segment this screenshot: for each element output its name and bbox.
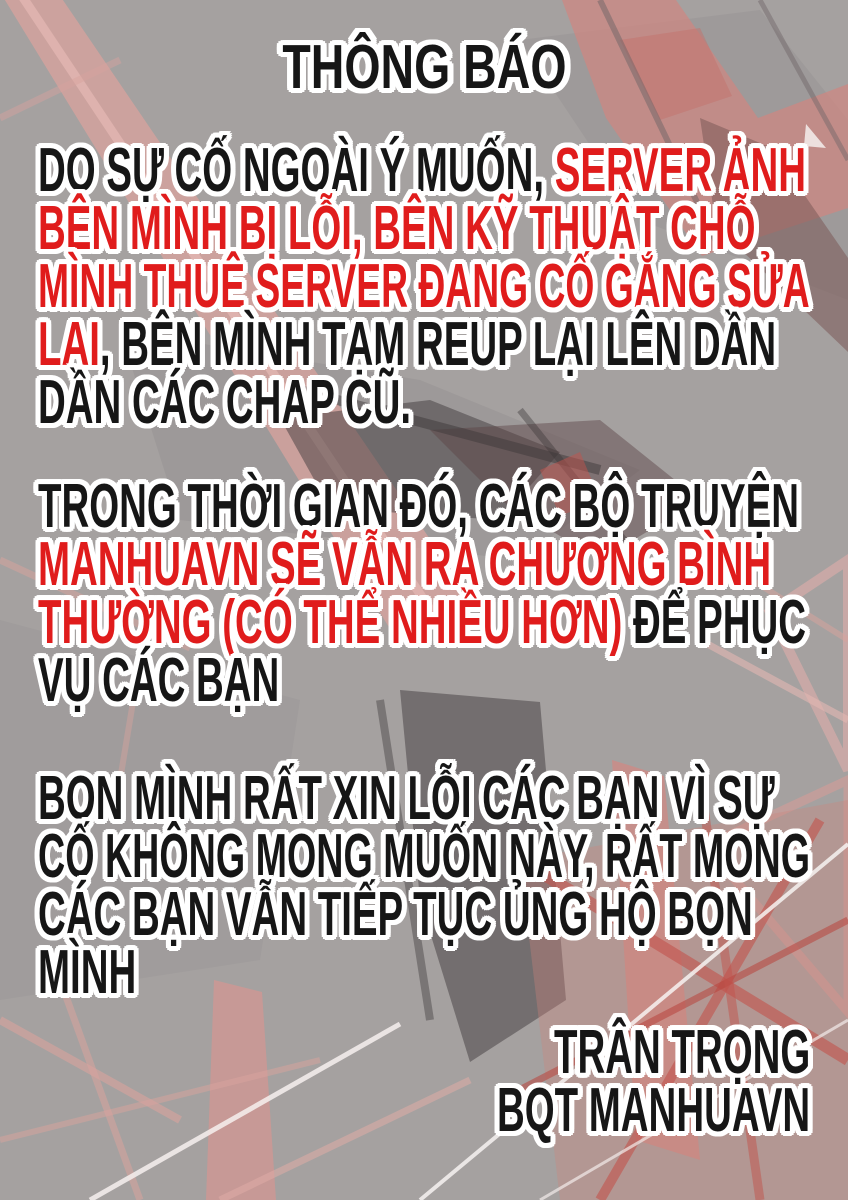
notice-paragraph-1 — [38, 136, 810, 437]
text-segment: VỤ CÁC BẠN — [38, 646, 280, 715]
notice-line — [38, 1018, 810, 1087]
text-segment: MÌNH — [38, 938, 137, 1007]
text-segment: ĐỂ PHỤC — [633, 588, 807, 657]
notice-line — [38, 1076, 810, 1145]
notice-line — [38, 880, 810, 949]
notice-line — [38, 764, 810, 833]
text-segment: LẠI — [38, 310, 100, 379]
notice-title: THÔNG BÁO — [281, 33, 567, 102]
notice-line — [38, 252, 810, 321]
notice-title-block — [38, 33, 810, 102]
notice-paragraph-3 — [38, 764, 810, 1007]
text-segment: TRONG THỜI GIAN ĐÓ, CÁC BỘ TRUYỆN — [38, 472, 800, 541]
text-segment: BỌN MÌNH RẤT XIN LỖI CÁC BẠN VÌ SỰ — [38, 764, 775, 833]
text-segment: THƯỜNG (CÓ THỂ NHIỀU HƠN) — [38, 588, 634, 657]
notice-line — [38, 136, 810, 205]
notice-line — [38, 472, 810, 541]
text-segment: CỐ KHÔNG MONG MUỐN NÀY, RẤT MONG — [38, 822, 810, 891]
notice-line — [38, 33, 810, 102]
text-segment: SERVER ẢNH — [554, 136, 807, 205]
text-segment: MÌNH THUÊ SERVER ĐANG CỐ GẮNG SỬA — [38, 252, 810, 321]
notice-signoff — [38, 1018, 810, 1145]
notice-line — [38, 194, 810, 263]
text-segment: MANHUAVN SẼ VẪN RA CHƯƠNG BÌNH — [38, 530, 772, 599]
text-segment: , BÊN MÌNH TẠM REUP LẠI LÊN DẦN — [99, 310, 777, 379]
signoff-team-name: BQT MANHUAVN — [496, 1076, 810, 1145]
text-segment: BÊN MÌNH BỊ LỖI, BÊN KỸ THUẬT CHỖ — [38, 194, 756, 263]
notice-line — [38, 530, 810, 599]
text-segment: DẦN CÁC CHAP CŨ. — [38, 368, 412, 437]
text-segment: CÁC BẠN VẪN TIẾP TỤC ỦNG HỘ BỌN — [38, 880, 753, 949]
notice-line — [38, 588, 810, 657]
notice-paragraph-2 — [38, 472, 810, 715]
notice-line — [38, 310, 810, 379]
signoff-regards: TRÂN TRỌNG — [553, 1018, 810, 1087]
notice-line — [38, 822, 810, 891]
text-segment: DO SỰ CỐ NGOÀI Ý MUỐN, — [38, 136, 555, 205]
